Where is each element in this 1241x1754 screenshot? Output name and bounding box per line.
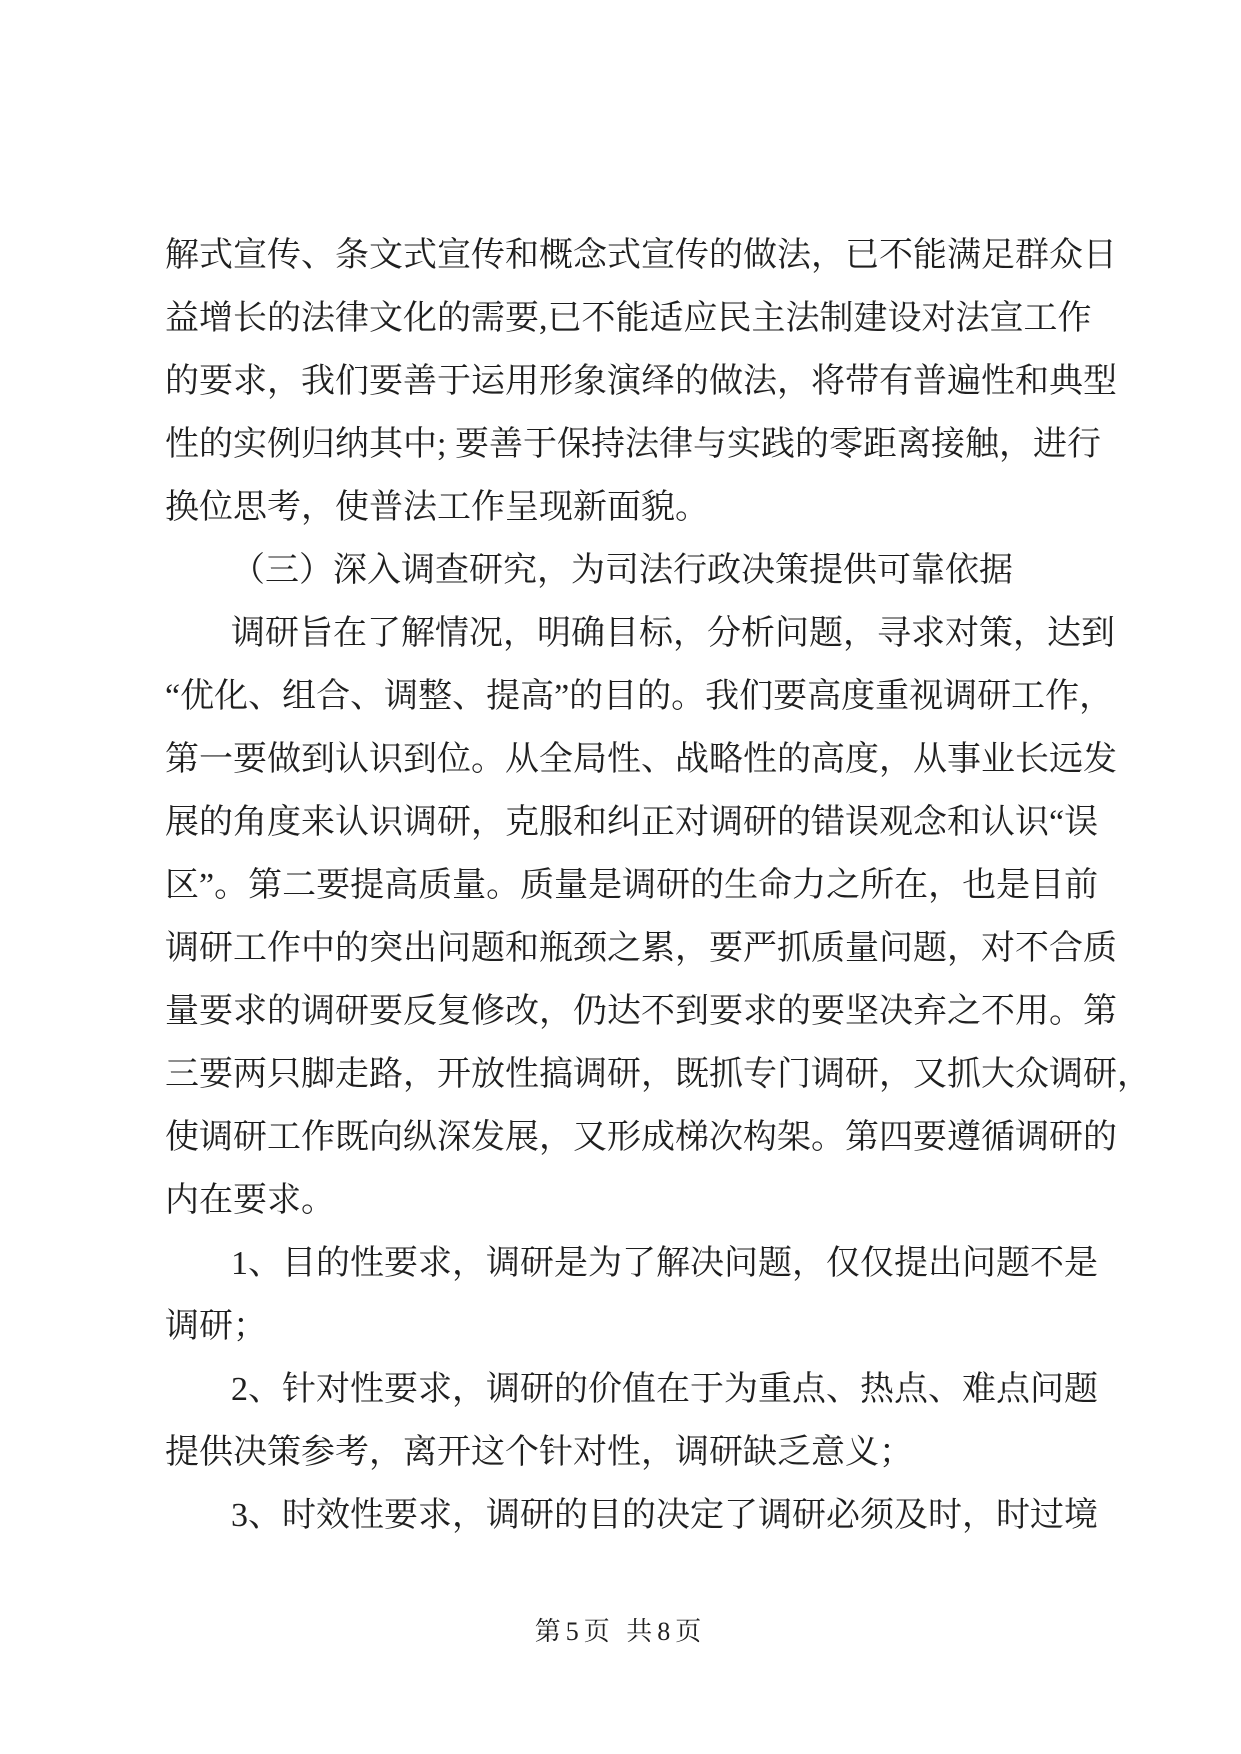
page-number-footer: 第5页 共8页 — [534, 1617, 707, 1646]
text-line: 调研工作中的突出问题和瓶颈之累，要严抓质量问题，对不合质 — [165, 930, 1117, 967]
text-line: 2、针对性要求，调研的价值在于为重点、热点、难点问题 — [231, 1371, 1098, 1408]
text-line: 3、时效性要求，调研的目的决定了调研必须及时，时过境 — [231, 1497, 1098, 1534]
text-line: 调研； — [165, 1308, 267, 1345]
text-line: 使调研工作既向纵深发展，又形成梯次构架。第四要遵循调研的 — [165, 1119, 1117, 1156]
text-line: “优化、组合、调整、提高”的目的。我们要高度重视调研工作， — [165, 678, 1114, 715]
text-line: 展的角度来认识调研，克服和纠正对调研的错误观念和认识“误 — [165, 804, 1099, 841]
text-line: 性的实例归纳其中; 要善于保持法律与实践的零距离接触，进行 — [165, 426, 1101, 463]
text-line: 三要两只脚走路，开放性搞调研，既抓专门调研，又抓大众调研， — [165, 1056, 1151, 1093]
text-line: 1、目的性要求，调研是为了解决问题，仅仅提出问题不是 — [231, 1245, 1098, 1282]
text-line: 区”。第二要提高质量。质量是调研的生命力之所在，也是目前 — [165, 867, 1099, 904]
text-line: （三）深入调查研究，为司法行政决策提供可靠依据 — [231, 552, 1013, 589]
text-line: 解式宣传、条文式宣传和概念式宣传的做法，已不能满足群众日 — [165, 237, 1117, 274]
text-line: 第一要做到认识到位。从全局性、战略性的高度，从事业长远发 — [165, 741, 1117, 778]
text-line: 的要求，我们要善于运用形象演绎的做法，将带有普遍性和典型 — [165, 363, 1117, 400]
text-line: 益增长的法律文化的需要,已不能适应民主法制建设对法宣工作 — [165, 300, 1092, 337]
text-line: 提供决策参考，离开这个针对性，调研缺乏意义； — [165, 1434, 913, 1471]
text-line: 内在要求。 — [165, 1182, 335, 1219]
document-body-text — [165, 224, 1151, 1547]
text-line: 调研旨在了解情况，明确目标，分析问题，寻求对策，达到 — [231, 615, 1115, 652]
text-line: 量要求的调研要反复修改，仍达不到要求的要坚决弃之不用。第 — [165, 993, 1117, 1030]
text-line: 换位思考，使普法工作呈现新面貌。 — [165, 489, 709, 526]
